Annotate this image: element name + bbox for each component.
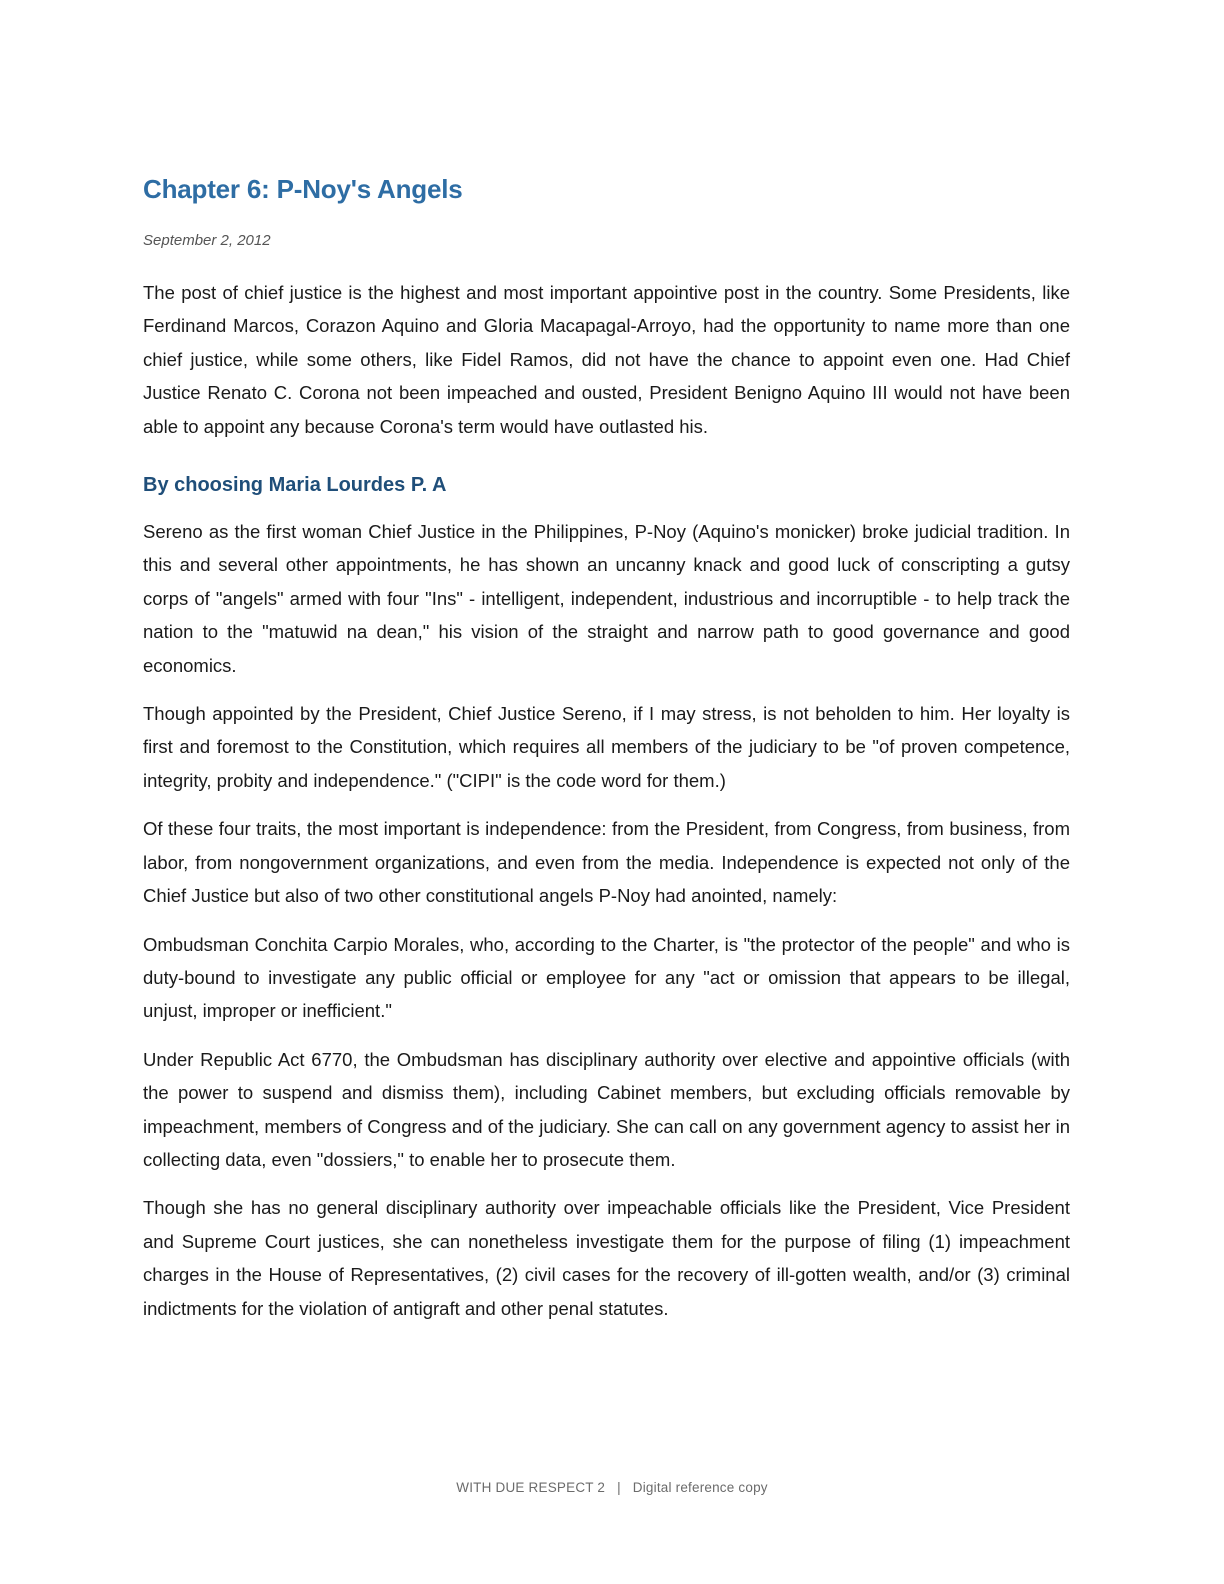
footer-book-title: WITH DUE RESPECT 2 (456, 1480, 606, 1495)
paragraph-2: Sereno as the first woman Chief Justice in the Philippines, P-Noy (Aquino's monicker) broke judicial tradition. In this and several other appointments, he has shown an uncanny knack and good luck of conscripting a gutsy corps of "angels" armed with four "Ins" - intelligent, independent, industrious and incorruptible - to help track the nation to the "matuwid na dean," his vision of the straight and narrow path to good governance and good economics. (143, 521, 1070, 676)
chapter-title: Chapter 6: P-Noy's Angels (143, 174, 463, 204)
publication-date: September 2, 2012 (143, 232, 271, 249)
paragraph-1: The post of chief justice is the highest and most important appointive post in the country. Some Presidents, like Ferdinand Marcos, Corazon Aquino and Gloria Macapagal-Arroyo, had the opportunity to name more than one chief justice, while some others, like Fidel Ramos, did not have the chance to appoint even one. Had Chief Justice Renato C. Corona not been impeached and ousted, President Benigno Aquino III would not have been able to appoint any because Corona's term would have outlasted his. (143, 282, 1070, 437)
section-subheading: By choosing Maria Lourdes P. A (143, 474, 447, 497)
footer-separator: | (617, 1480, 621, 1495)
article-body (143, 276, 1070, 1325)
paragraph-3: Though appointed by the President, Chief Justice Sereno, if I may stress, is not beholden to him. Her loyalty is first and foremost to the Constitution, which requires all members of the judiciary to be "of proven competence, integrity, probity and independence." ("CIPI" is the code word for them.) (143, 703, 1070, 791)
footer-note: Digital reference copy (632, 1480, 768, 1495)
paragraph-4: Of these four traits, the most important is independence: from the President, from Congress, from business, from labor, from nongovernment organizations, and even from the media. Independence is expected not only of the Chief Justice but also of two other constitutional angels P-Noy had anointed, namely: (143, 818, 1070, 907)
paragraph-7: Though she has no general disciplinary authority over impeachable officials like the President, Vice President and Supreme Court justices, she can nonetheless investigate them for the purpose of filing (1) impeachment charges in the House of Representatives, (2) civil cases for the recovery of ill-gotten wealth, and/or (3) criminal indictments for the violation of antigraft and other penal statutes. (143, 1197, 1070, 1319)
paragraph-6: Under Republic Act 6770, the Ombudsman has disciplinary authority over elective and appointive officials (with the power to suspend and dismiss them), including Cabinet members, but excluding officials removable by impeachment, members of Congress and of the judiciary. She can call on any government agency to assist her in collecting data, even "dossiers," to enable her to prosecute them. (143, 1048, 1070, 1170)
paragraph-5: Ombudsman Conchita Carpio Morales, who, according to the Charter, is "the protector of the people" and who is duty-bound to investigate any public official or employee for any "act or omission that appears to be illegal, unjust, improper or inefficient." (143, 933, 1070, 1022)
page-footer (0, 1480, 1224, 1495)
document-page (143, 168, 1070, 1340)
